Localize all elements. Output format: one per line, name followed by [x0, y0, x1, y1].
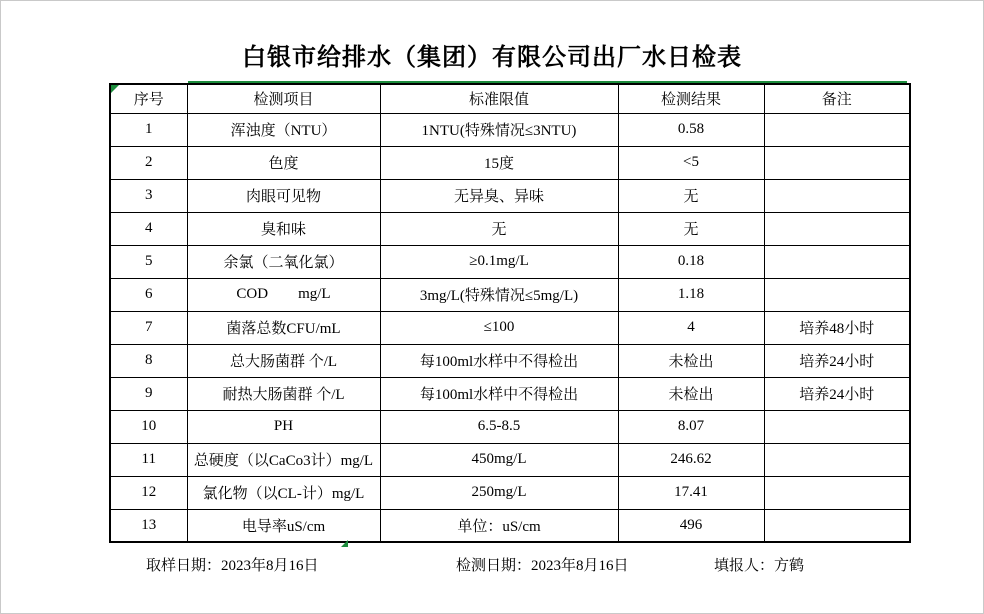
- cell-result: 无: [618, 179, 764, 212]
- cell-seq: 5: [110, 245, 187, 278]
- cell-item: 总大肠菌群 个/L: [187, 344, 380, 377]
- cell-standard: 每100ml水样中不得检出: [380, 344, 618, 377]
- cell-remark: [764, 443, 910, 476]
- table-row: [110, 344, 910, 377]
- cell-result: 0.18: [618, 245, 764, 278]
- cell-standard: 无异臭、异味: [380, 179, 618, 212]
- cell-item: 菌落总数CFU/mL: [187, 311, 380, 344]
- cell-remark: [764, 146, 910, 179]
- cell-remark: 培养24小时: [764, 344, 910, 377]
- cell-seq: 8: [110, 344, 187, 377]
- table-row: [110, 476, 910, 509]
- cell-result: 未检出: [618, 344, 764, 377]
- table-row: [110, 212, 910, 245]
- cell-standard: ≤100: [380, 311, 618, 344]
- cell-remark: [764, 410, 910, 443]
- cell-result: 17.41: [618, 476, 764, 509]
- table-row: [110, 509, 910, 542]
- cell-result: 1.18: [618, 278, 764, 311]
- cell-item: PH: [187, 410, 380, 443]
- cell-seq: 10: [110, 410, 187, 443]
- inspection-table: [109, 83, 911, 543]
- cell-standard: ≥0.1mg/L: [380, 245, 618, 278]
- cell-item: 电导率uS/cm: [187, 509, 380, 542]
- green-line-artifact: [188, 81, 907, 83]
- cell-seq: 12: [110, 476, 187, 509]
- reporter: 填报人：方鹤: [714, 558, 805, 574]
- green-corner-triangle-artifact: [111, 85, 119, 93]
- table-row: [110, 377, 910, 410]
- cell-remark: 培养48小时: [764, 311, 910, 344]
- cell-result: <5: [618, 146, 764, 179]
- cell-item: 总硬度（以CaCo3计）mg/L: [187, 443, 380, 476]
- table-row: [110, 278, 910, 311]
- cell-item: 余氯（二氧化氯）: [187, 245, 380, 278]
- cell-seq: 9: [110, 377, 187, 410]
- cell-seq: 13: [110, 509, 187, 542]
- cell-item: 肉眼可见物: [187, 179, 380, 212]
- cell-remark: [764, 278, 910, 311]
- cell-remark: [764, 476, 910, 509]
- cell-item: 耐热大肠菌群 个/L: [187, 377, 380, 410]
- cell-result: 0.58: [618, 113, 764, 146]
- header-standard: 标准限值: [380, 84, 618, 113]
- cell-standard: 1NTU(特殊情况≤3NTU): [380, 113, 618, 146]
- sampling-date: 取样日期：2023年8月16日: [146, 558, 319, 574]
- cell-item: 臭和味: [187, 212, 380, 245]
- cell-result: 246.62: [618, 443, 764, 476]
- cell-seq: 3: [110, 179, 187, 212]
- cell-seq: 1: [110, 113, 187, 146]
- header-seq: 序号: [110, 84, 187, 113]
- cell-remark: 培养24小时: [764, 377, 910, 410]
- table-row: [110, 410, 910, 443]
- green-bottom-triangle-artifact: [341, 540, 348, 547]
- cell-remark: [764, 113, 910, 146]
- table-row: [110, 245, 910, 278]
- header-remark: 备注: [764, 84, 910, 113]
- cell-seq: 7: [110, 311, 187, 344]
- cell-standard: 6.5-8.5: [380, 410, 618, 443]
- cell-standard: 15度: [380, 146, 618, 179]
- cell-result: 无: [618, 212, 764, 245]
- cell-result: 4: [618, 311, 764, 344]
- table-row: [110, 179, 910, 212]
- page-title: 白银市给排水（集团）有限公司出厂水日检表: [242, 45, 742, 71]
- cell-seq: 4: [110, 212, 187, 245]
- cell-standard: 每100ml水样中不得检出: [380, 377, 618, 410]
- cell-remark: [764, 179, 910, 212]
- cell-item: 氯化物（以CL-计）mg/L: [187, 476, 380, 509]
- cell-remark: [764, 509, 910, 542]
- header-result: 检测结果: [618, 84, 764, 113]
- cell-remark: [764, 212, 910, 245]
- cell-standard: 250mg/L: [380, 476, 618, 509]
- cell-remark: [764, 245, 910, 278]
- cell-standard: 无: [380, 212, 618, 245]
- cell-result: 8.07: [618, 410, 764, 443]
- table-row: [110, 311, 910, 344]
- table-header-row: [110, 84, 910, 113]
- cell-standard: 3mg/L(特殊情况≤5mg/L): [380, 278, 618, 311]
- table-row: [110, 146, 910, 179]
- cell-item: 浑浊度（NTU）: [187, 113, 380, 146]
- cell-result: 496: [618, 509, 764, 542]
- cell-item: COD mg/L: [187, 278, 380, 311]
- cell-standard: 450mg/L: [380, 443, 618, 476]
- table-row: [110, 443, 910, 476]
- cell-standard: 单位：uS/cm: [380, 509, 618, 542]
- cell-seq: 11: [110, 443, 187, 476]
- cell-result: 未检出: [618, 377, 764, 410]
- cell-seq: 2: [110, 146, 187, 179]
- cell-seq: 6: [110, 278, 187, 311]
- cell-item: 色度: [187, 146, 380, 179]
- table-row: [110, 113, 910, 146]
- test-date: 检测日期：2023年8月16日: [456, 558, 629, 574]
- header-item: 检测项目: [187, 84, 380, 113]
